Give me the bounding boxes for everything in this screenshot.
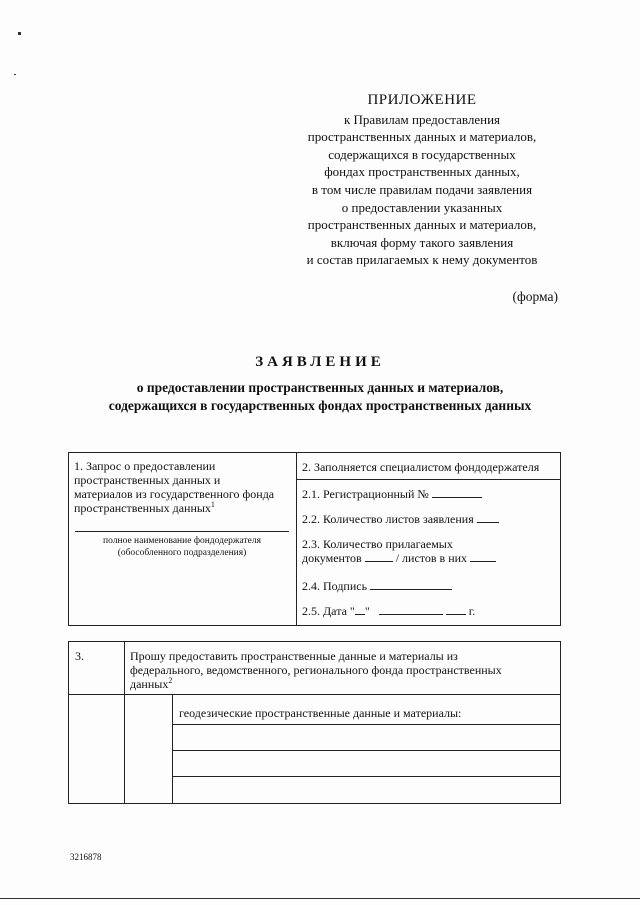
form-label: (форма) [512,289,558,304]
date-quote: " [364,604,370,618]
table-divider [124,642,125,803]
appendix-line: включая форму такого заявления [330,234,514,250]
appendix-block [262,92,582,269]
document-title: ЗАЯВЛЕНИЕ [255,354,385,370]
date-month-field[interactable] [379,604,443,615]
geodetic-data-row[interactable] [173,777,560,802]
page-edge-rule [0,898,640,899]
data-request-table [68,641,561,804]
geodetic-data-row[interactable] [173,751,560,776]
attached-sheets-count-field[interactable] [470,551,496,562]
appendix-line: и состав прилагаемых к нему документов [306,252,538,268]
request-cell [74,459,292,515]
table-divider [69,694,560,695]
appendix-title: ПРИЛОЖЕНИЕ [367,92,477,108]
appendix-line: в том числе правилам подачи заявления [311,181,533,197]
date-year-field[interactable] [446,604,466,615]
subtitle-line: содержащихся в государственных фондах пространственных данных [108,398,532,413]
data-request-text [130,649,555,691]
request-line: пространственных данных и [74,473,221,487]
footnote-marker: 1 [210,500,215,509]
caption-line: (обособленного подразделения) [117,548,247,558]
data-request-line: Прошу предоставить пространственные данные и материалы из [130,649,458,663]
fundholder-name-field[interactable] [75,531,289,532]
geodetic-data-label: геодезические пространственные данные и материалы: [179,706,462,720]
date-row [302,604,475,618]
table-divider [296,479,560,480]
fundholder-name-caption [75,535,289,559]
appendix-line: пространственных данных и материалов, [307,217,537,233]
data-request-line: федерального, ведомственного, регионального фонда пространственных [130,663,502,677]
document-subtitle [60,379,580,415]
caption-line: полное наименование фондодержателя [103,536,261,546]
attached-docs-label: 2.3. Количество прилагаемых [302,537,453,551]
date-year-suffix: г. [468,604,476,618]
request-line: материалов из государственного фонда [74,487,275,501]
registration-field[interactable] [432,487,482,498]
subtitle-line: о предоставлении пространственных данных и материалов, [136,380,504,395]
appendix-line: о предоставлении указанных [341,199,503,215]
registration-row [302,487,482,501]
attached-sheets-label: / листов в них [395,551,468,565]
section-number: 3. [75,649,84,663]
request-table [68,452,561,626]
geodetic-data-row[interactable] [173,725,560,750]
appendix-line: фондах пространственных данных, [324,164,520,180]
sheet-count-label: 2.2. Количество листов заявления [302,512,474,526]
data-request-line-text: данных [130,677,169,691]
date-day-field[interactable] [355,604,365,615]
data-request-line [130,677,555,691]
signature-label: 2.4. Подпись [302,579,368,593]
registration-label: 2.1. Регистрационный № [302,487,429,501]
signature-field[interactable] [370,579,452,590]
attached-docs-count-field[interactable] [365,551,393,562]
attached-docs-row [302,537,496,565]
footnote-marker: 2 [168,676,173,685]
sheet-count-field[interactable] [477,512,499,523]
appendix-line: к Правилам предоставления [343,111,501,127]
request-line [74,501,292,515]
sheet-count-row [302,512,499,526]
signature-row [302,579,452,593]
specialist-header: 2. Заполняется специалистом фондодержателя [302,460,540,474]
appendix-line: содержащихся в государственных [328,146,516,162]
date-label: 2.5. Дата " [302,604,355,618]
attached-docs-label2: документов [302,551,362,565]
appendix-line: пространственных данных и материалов, [307,129,537,145]
request-line: 1. Запрос о предоставлении [74,459,216,473]
request-line-text: пространственных данных [74,501,211,515]
document-code: 3216878 [70,852,102,862]
